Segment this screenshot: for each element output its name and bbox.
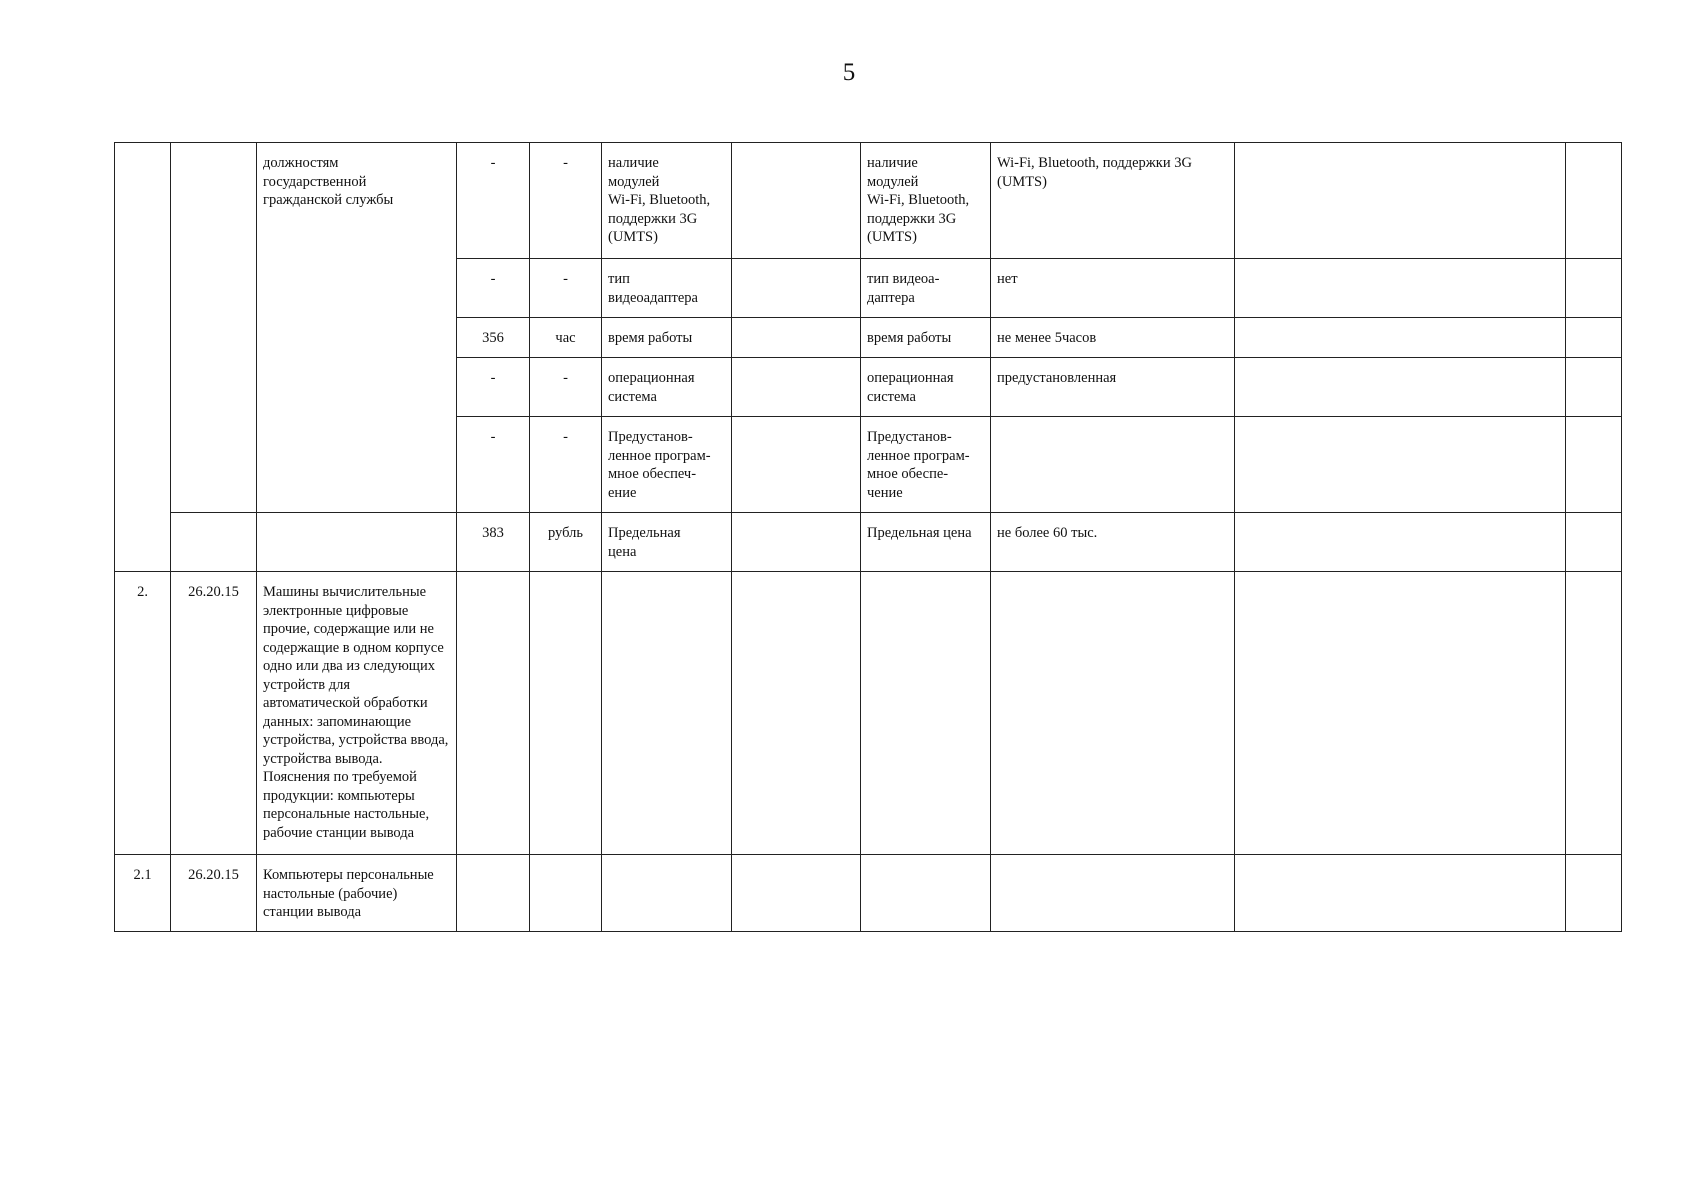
cell-value-a xyxy=(732,513,861,572)
cell-num: 2.1 xyxy=(115,855,171,932)
cell-okei-code: 383 xyxy=(457,513,530,572)
cell-okpd xyxy=(171,513,257,572)
cell-unit xyxy=(530,855,602,932)
cell-okei-code: 356 xyxy=(457,318,530,358)
cell-okei-code xyxy=(457,572,530,855)
cell-last xyxy=(1566,855,1622,932)
cell-justification xyxy=(1235,318,1566,358)
table-row xyxy=(115,855,1622,932)
cell-name: Компьютеры персональные настольные (рабочие) станции вывода xyxy=(257,855,457,932)
cell-characteristic-b: операционная система xyxy=(861,358,991,417)
cell-unit xyxy=(530,572,602,855)
cell-okei-code: - xyxy=(457,358,530,417)
cell-value-b: Wi-Fi, Bluetooth, поддержки 3G (UMTS) xyxy=(991,143,1235,259)
requirements-table xyxy=(114,142,1622,932)
cell-characteristic-a: наличие модулей Wi-Fi, Bluetooth, поддержки 3G (UMTS) xyxy=(602,143,732,259)
cell-justification xyxy=(1235,855,1566,932)
cell-justification xyxy=(1235,572,1566,855)
cell-unit: рубль xyxy=(530,513,602,572)
cell-justification xyxy=(1235,358,1566,417)
cell-characteristic-a: время работы xyxy=(602,318,732,358)
cell-justification xyxy=(1235,143,1566,259)
cell-okei-code: - xyxy=(457,259,530,318)
page-number: 5 xyxy=(842,59,856,86)
cell-characteristic-b: время работы xyxy=(861,318,991,358)
cell-value-a xyxy=(732,417,861,513)
cell-characteristic-b: наличие модулей Wi-Fi, Bluetooth, поддержки 3G (UMTS) xyxy=(861,143,991,259)
cell-unit: - xyxy=(530,143,602,259)
cell-unit: - xyxy=(530,417,602,513)
cell-value-b: не более 60 тыс. xyxy=(991,513,1235,572)
cell-value-a xyxy=(732,143,861,259)
cell-num: 2. xyxy=(115,572,171,855)
cell-value-a xyxy=(732,572,861,855)
cell-unit: - xyxy=(530,259,602,318)
cell-characteristic-b xyxy=(861,572,991,855)
cell-characteristic-a xyxy=(602,855,732,932)
cell-characteristic-a: тип видеоадаптера xyxy=(602,259,732,318)
cell-value-a xyxy=(732,259,861,318)
cell-value-b: не менее 5часов xyxy=(991,318,1235,358)
cell-okei-code xyxy=(457,855,530,932)
cell-name: должностям государственной гражданской службы xyxy=(257,143,457,513)
cell-last xyxy=(1566,259,1622,318)
cell-okei-code: - xyxy=(457,143,530,259)
cell-value-a xyxy=(732,318,861,358)
cell-name xyxy=(257,513,457,572)
cell-num xyxy=(115,143,171,572)
cell-value-a xyxy=(732,855,861,932)
cell-value-b: нет xyxy=(991,259,1235,318)
cell-characteristic-a: операционная система xyxy=(602,358,732,417)
cell-okpd: 26.20.15 xyxy=(171,572,257,855)
cell-okei-code: - xyxy=(457,417,530,513)
cell-value-b: предустановленная xyxy=(991,358,1235,417)
cell-justification xyxy=(1235,259,1566,318)
cell-last xyxy=(1566,143,1622,259)
cell-justification xyxy=(1235,513,1566,572)
cell-characteristic-b: Предельная цена xyxy=(861,513,991,572)
cell-last xyxy=(1566,572,1622,855)
cell-unit: - xyxy=(530,358,602,417)
cell-characteristic-a: Предельная цена xyxy=(602,513,732,572)
cell-justification xyxy=(1235,417,1566,513)
cell-last xyxy=(1566,513,1622,572)
cell-last xyxy=(1566,318,1622,358)
table-row xyxy=(115,143,1622,259)
cell-characteristic-b: Предустанов- ленное програм- мное обеспе- чение xyxy=(861,417,991,513)
cell-name: Машины вычислительные электронные цифровые прочие, содержащие или не содержащие в одном корпусе одно или два из следующих устройств для автоматической обработки данных: запоминающие устройства, устройства ввода, устройства вывода. Пояснения по требуемой продукции: компьютеры персональные настольные, рабочие станции вывода xyxy=(257,572,457,855)
cell-characteristic-b xyxy=(861,855,991,932)
cell-okpd xyxy=(171,143,257,513)
cell-last xyxy=(1566,358,1622,417)
cell-characteristic-a: Предустанов- ленное програм- мное обеспеч- ение xyxy=(602,417,732,513)
cell-value-b xyxy=(991,572,1235,855)
cell-unit: час xyxy=(530,318,602,358)
cell-value-b xyxy=(991,417,1235,513)
cell-last xyxy=(1566,417,1622,513)
table-row xyxy=(115,572,1622,855)
cell-okpd: 26.20.15 xyxy=(171,855,257,932)
cell-characteristic-b: тип видеоа- даптера xyxy=(861,259,991,318)
cell-value-b xyxy=(991,855,1235,932)
cell-value-a xyxy=(732,358,861,417)
cell-characteristic-a xyxy=(602,572,732,855)
table-row xyxy=(115,513,1622,572)
